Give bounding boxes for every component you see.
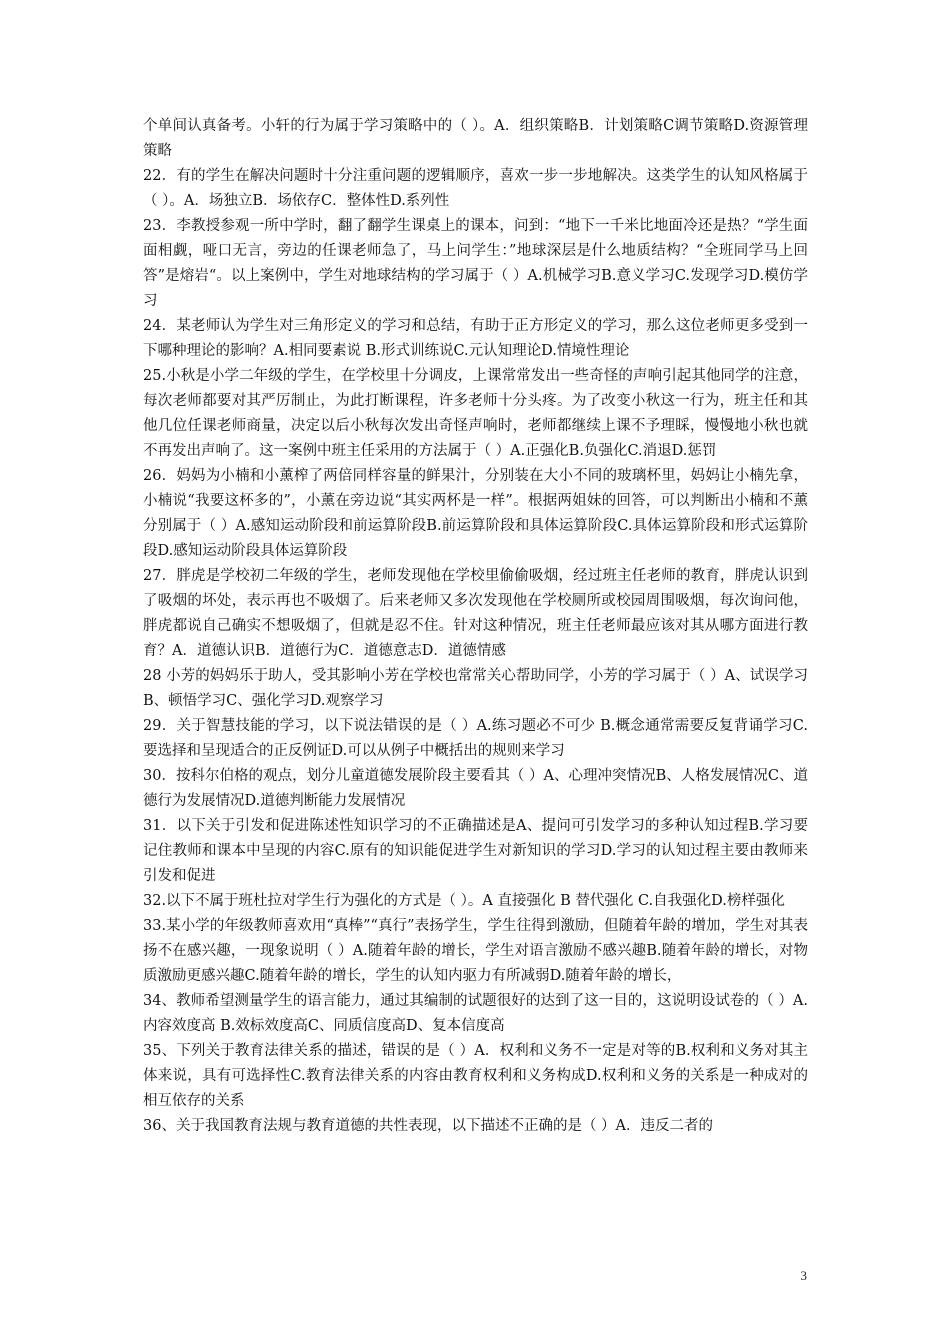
question-paragraph: 29．关于智慧技能的学习，以下说法错误的是（ ）A.练习题必不可少 B.概念通常需要反复背诵学习C.要选择和呈现适合的正反例证D.可以从例子中概括出的规则来学习: [143, 718, 808, 759]
question-paragraph: 31．以下关于引发和促进陈述性知识学习的不正确描述是A、提问可引发学习的多种认知过程B.学习要记住教师和课本中呈现的内容C.原有的知识能促进学生对新知识的学习D.学习的认知过程主要由教师来引发和促进: [143, 818, 808, 884]
page-number: 3: [800, 1268, 807, 1283]
question-paragraph: 27．胖虎是学校初二年级的学生，老师发现他在学校里偷偷吸烟，经过班主任老师的教育，胖虎认识到了吸烟的坏处，表示再也不吸烟了。后来老师又多次发现他在学校厕所或校园周围吸烟，每次询问他，胖虎都说自己确实不想吸烟了，但就是忍不住。针对这种情况，班主任老师最应该对其从哪方面进行教育？A．道德认识B．道德行为C．道德意志D．道德情感: [143, 568, 808, 659]
question-paragraph: 22．有的学生在解决问题时十分注重问题的逻辑顺序，喜欢一步一步地解决。这类学生的认知风格属于（ ）。A．场独立B．场依存C．整体性D.系列性: [143, 168, 808, 209]
question-paragraph: 26．妈妈为小楠和小薰榨了两倍同样容量的鲜果汁，分别装在大小不同的玻璃杯里，妈妈让小楠先拿，小楠说“我要这杯多的”，小薰在旁边说“其实两杯是一样”。根据两姐妹的回答，可以判断出小楠和不薰分别属于（ ）A.感知运动阶段和前运算阶段B.前运算阶段和具体运算阶段C.具体运算阶段和形式运算阶段D.感知运动阶段具体运算阶段: [143, 468, 808, 559]
question-paragraph: 32.以下不属于班杜拉对学生行为强化的方式是（ ）。A 直接强化 B 替代强化 C.自我强化D.榜样强化: [143, 893, 785, 909]
question-paragraph: 30．按科尔伯格的观点，划分儿童道德发展阶段主要看其（ ）A、心理冲突情况B、人格发展情况C、道德行为发展情况D.道德判断能力发展情况: [143, 768, 808, 809]
question-paragraph: 35、下列关于教育法律关系的描述，错误的是（ ）A．权利和义务不一定是对等的B.权利和义务对其主体来说，具有可选择性C.教育法律关系的内容由教育权利和义务构成D.权利和义务的关系是一种成对的相互依存的关系: [143, 1043, 808, 1109]
question-paragraph: 28 小芳的妈妈乐于助人，受其影响小芳在学校也常常关心帮助同学，小芳的学习属于（ ）A、试误学习B、顿悟学习C、强化学习D.观察学习: [143, 668, 808, 709]
question-paragraph: 36、关于我国教育法规与教育道德的共性表现，以下描述不正确的是（ ）A．违反二者的: [143, 1118, 714, 1134]
question-paragraph: 个单间认真备考。小轩的行为属于学习策略中的（ ）。A．组织策略B．计划策略C调节策略D.资源管理策略: [143, 118, 808, 159]
question-paragraph: 25.小秋是小学二年级的学生，在学校里十分调皮，上课常常发出一些奇怪的声响引起其他同学的注意，每次老师都要对其严厉制止，为此打断课程，许多老师十分头疼。为了改变小秋这一行为，班主任和其他几位任课老师商量，决定以后小秋每次发出奇怪声响时，老师都继续上课不予理睬，慢慢地小秋也就不再发出声响了。这一案例中班主任采用的方法属于（ ）A.正强化B.负强化C.消退D.惩罚: [143, 368, 808, 459]
question-paragraph: 33.某小学的年级教师喜欢用“真棒”“真行”表扬学生，学生往得到激励，但随着年龄的增加，学生对其表扬不在感兴趣，一现象说明（ ）A.随着年龄的增长，学生对语言激励不感兴趣B.随着年龄的增长，对物质激励更感兴趣C.随着年龄的增长，学生的认知内驱力有所减弱D.随着年龄的增长，: [143, 918, 808, 984]
question-paragraph: 23．李教授参观一所中学时，翻了翻学生课桌上的课本，问到：“地下一千米比地面冷还是热？“学生面面相觑，哑口无言，旁边的任课老师急了，马上问学生：”地球深层是什么地质结构？“全班同学马上回答”是熔岩“。以上案例中，学生对地球结构的学习属于（ ）A.机械学习B.意义学习C.发现学习D.模仿学习: [143, 218, 808, 309]
question-paragraph: 24．某老师认为学生对三角形定义的学习和总结，有助于正方形定义的学习，那么这位老师更多受到一下哪种理论的影响？A.相同要素说 B.形式训练说C.元认知理论D.情境性理论: [143, 318, 808, 359]
question-paragraph: 34、教师希望测量学生的语言能力，通过其编制的试题很好的达到了这一目的，这说明设试卷的（ ）A.内容效度高 B.效标效度高C、同质信度高D、复本信度高: [143, 993, 808, 1034]
page-body-text: [143, 114, 808, 1139]
